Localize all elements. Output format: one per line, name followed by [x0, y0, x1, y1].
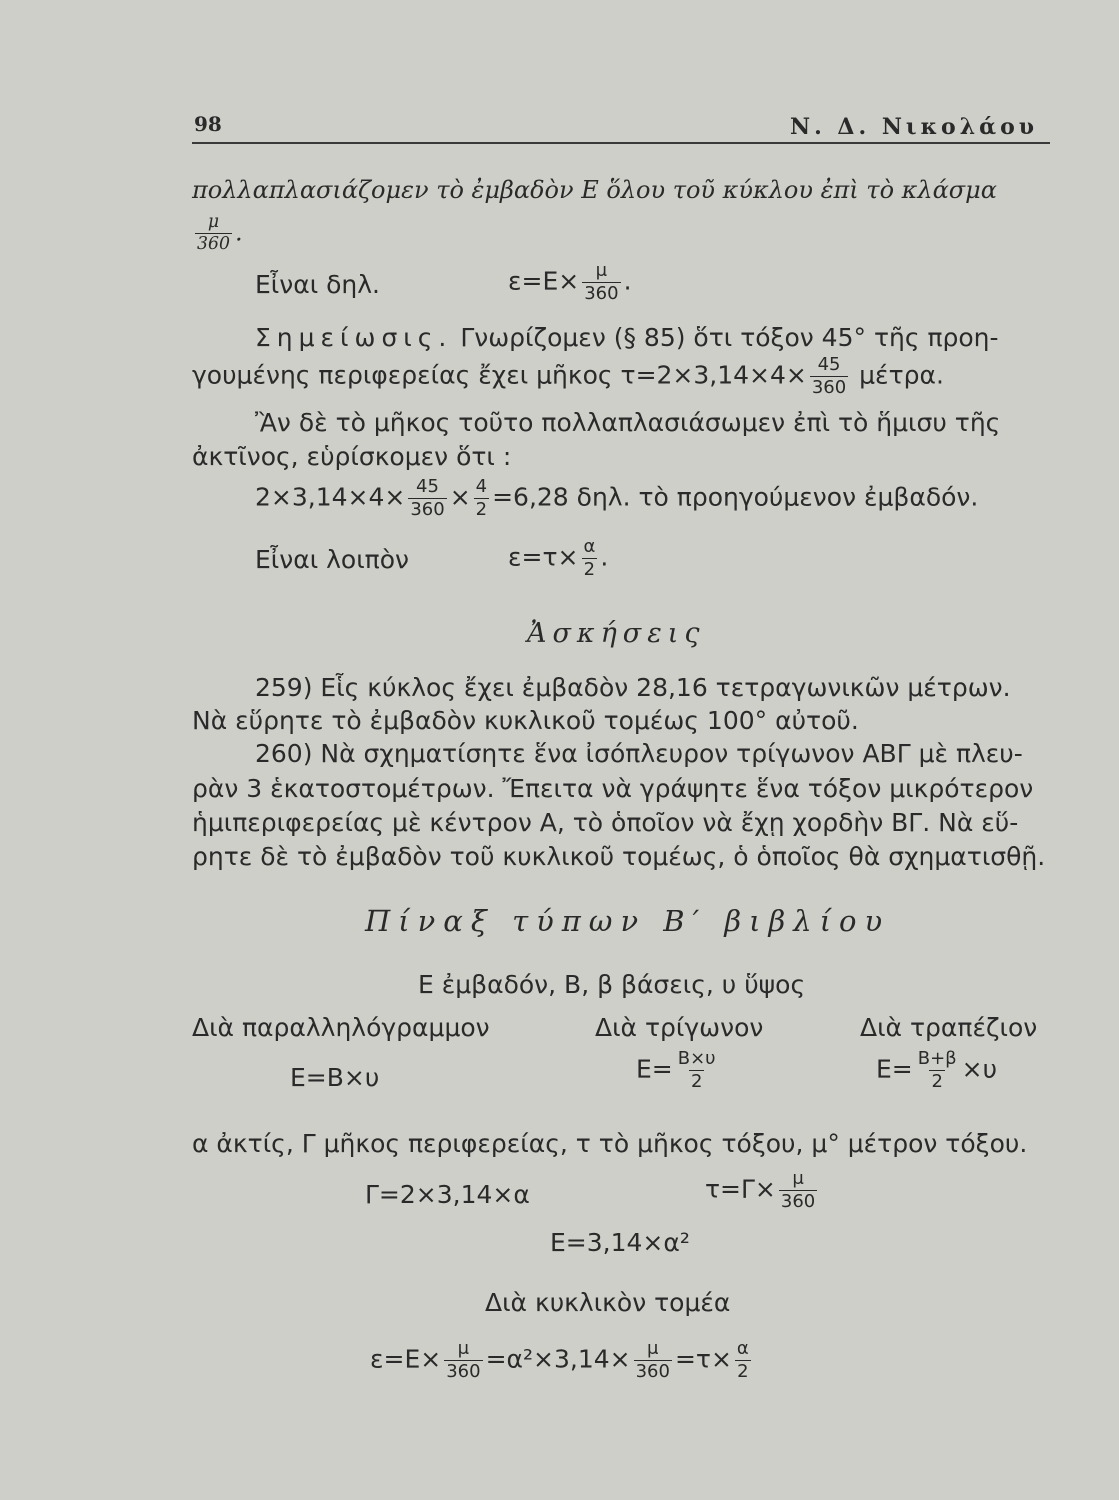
conclusion-formula: ε=τ× $\frac{\alpha}{2}$ .: [508, 536, 609, 580]
formula-table-title: Πίναξ τύπων Β′ βιβλίου: [365, 904, 891, 938]
running-head-author: Ν. Δ. Νικολάου: [790, 114, 1039, 140]
intro-fraction: $\frac{\mu}{360}$ .: [197, 212, 243, 255]
col-parallelogram-label: Διὰ παραλληλόγραμμον: [192, 1013, 490, 1042]
conclusion-label: Εἶναι λοιπὸν: [255, 545, 409, 574]
col-triangle-label: Διὰ τρίγωνον: [595, 1013, 764, 1042]
note-calculation: 2×3,14×4× $\frac{45}{360}$ × $\frac{4}{2}$ =6,28 δηλ. τὸ προηγούμενον ἐμβαδόν.: [255, 476, 979, 520]
page-number: 98: [194, 112, 222, 136]
circle-legend: α ἀκτίς, Γ μῆκος περιφερείας, τ τὸ μῆκος τόξου, μ° μέτρον τόξου.: [192, 1129, 1028, 1158]
note-line-1: Σημείωσις. Γνωρίζομεν (§ 85) ὅτι τόξον 45° τῆς προη-: [255, 323, 999, 352]
exercise-260-line-2: ρὰν 3 ἑκατοστομέτρων. Ἔπειτα νὰ γράψητε ἕνα τόξον μικρότερον: [192, 774, 1034, 803]
triangle-formula: Ε= $\frac{B\times\upsilon}{2}$: [636, 1048, 716, 1092]
circle-area-formula: Ε=3,14×α²: [550, 1228, 690, 1257]
note-heading: Σημείωσις.: [255, 323, 453, 352]
note-line-3: Ἂν δὲ τὸ μῆκος τοῦτο πολλαπλασιάσωμεν ἐπὶ τὸ ἥμισυ τῆς: [255, 408, 1001, 437]
note-line-4: ἀκτῖνος, εὑρίσκομεν ὅτι :: [192, 442, 512, 471]
parallelogram-formula: Ε=Β×υ: [290, 1063, 380, 1092]
exercise-260-line-1: 260) Νὰ σχηματίσητε ἕνα ἰσόπλευρον τρίγωνον ΑΒΓ μὲ πλευ-: [255, 739, 1023, 768]
sector-label: Διὰ κυκλικὸν τομέα: [485, 1288, 731, 1317]
formula1: ε=Ε× $\frac{\mu}{360}$ .: [508, 260, 632, 304]
sector-formula: ε=Ε× $\frac{\mu}{360}$ =α²×3,14× $\frac{\mu}{360}$ =τ× $\frac{\alpha}{2}$: [370, 1338, 749, 1382]
formula1-label: Εἶναι δηλ.: [255, 270, 380, 299]
intro-line: πολλαπλασιάζομεν τὸ ἐμβαδὸν Ε ὅλου τοῦ κύκλου ἐπὶ τὸ κλάσμα: [192, 176, 997, 204]
trapezoid-formula: Ε= $\frac{B+\beta}{2}$ ×υ: [876, 1048, 998, 1092]
arc-length-formula: τ=Γ× $\frac{\mu}{360}$: [705, 1168, 816, 1212]
table-legend: Ε ἐμβαδόν, Β, β βάσεις, υ ὕψος: [418, 970, 806, 999]
exercise-260-line-3: ἡμιπεριφερείας μὲ κέντρον Α, τὸ ὁποῖον νὰ ἔχῃ χορδὴν ΒΓ. Νὰ εὕ-: [192, 808, 1019, 837]
exercise-259-line-1: 259) Εἷς κύκλος ἔχει ἐμβαδὸν 28,16 τετραγωνικῶν μέτρων.: [255, 673, 1011, 702]
circumference-formula: Γ=2×3,14×α: [365, 1180, 530, 1209]
exercise-260-line-4: ρητε δὲ τὸ ἐμβαδὸν τοῦ κυκλικοῦ τομέως, ὁ ὁποῖος θὰ σχηματισθῇ.: [192, 842, 1046, 871]
exercise-259-line-2: Νὰ εὕρητε τὸ ἐμβαδὸν κυκλικοῦ τομέως 100° αὐτοῦ.: [192, 706, 859, 735]
note-line-2: γουμένης περιφερείας ἔχει μῆκος τ=2×3,14×4× $\frac{45}{360}$ μέτρα.: [192, 354, 944, 398]
header-rule: [192, 142, 1050, 144]
exercises-title: Ἀσκήσεις: [527, 618, 706, 649]
col-trapezoid-label: Διὰ τραπέζιον: [860, 1013, 1038, 1042]
